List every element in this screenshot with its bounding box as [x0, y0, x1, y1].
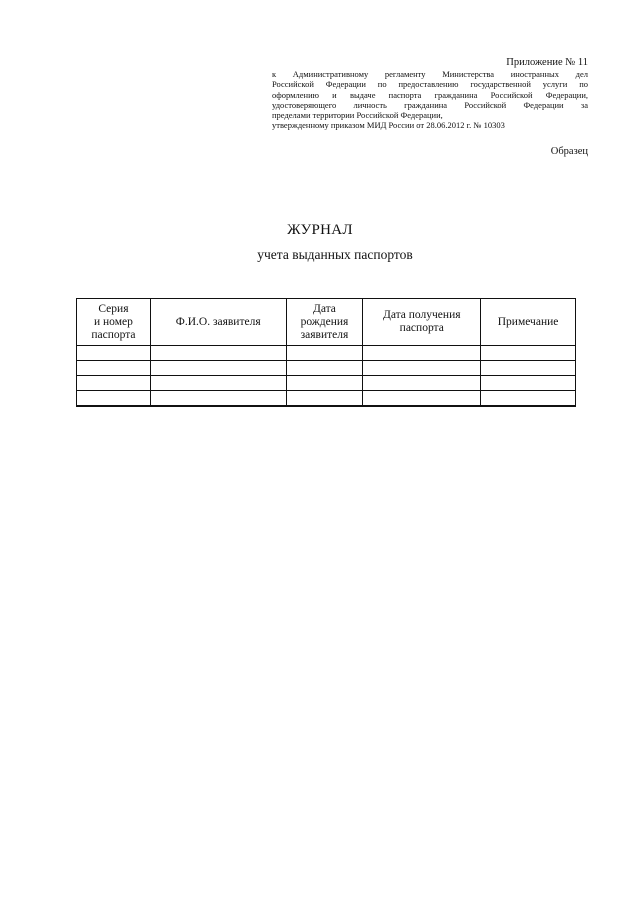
- table-cell: [286, 361, 363, 376]
- header-note: [481, 299, 576, 346]
- document-title: ЖУРНАЛ: [287, 222, 353, 238]
- header-line: Серия: [98, 302, 129, 315]
- header-line: Примечание: [497, 315, 559, 328]
- table-cell: [286, 391, 363, 407]
- header-line: и номер: [94, 315, 133, 328]
- appendix-line: утвержденному приказом МИД России от 28.06.2012 г. № 10303: [272, 120, 505, 131]
- appendix-text: [272, 69, 588, 131]
- table-cell: [481, 376, 576, 391]
- table-cell: [363, 361, 481, 376]
- header-line: Дата получения: [382, 309, 461, 321]
- appendix-line: Российской Федерации по предоставлению государственной услуги по: [272, 79, 588, 90]
- appendix-line: оформлению и выдаче паспорта гражданина Российской Федерации,: [272, 89, 588, 100]
- appendix-title: Приложение № 11: [506, 57, 588, 68]
- table-row: [77, 361, 576, 376]
- header-passport-series: [77, 299, 151, 346]
- appendix-line: к Административному регламенту Министерства иностранных дел: [272, 69, 588, 79]
- table-cell: [286, 376, 363, 391]
- table-cell: [363, 376, 481, 391]
- header-line: Ф.И.О. заявителя: [175, 315, 261, 328]
- journal-table: [76, 298, 576, 407]
- header-line: рождения: [300, 315, 349, 328]
- table-cell: [77, 376, 151, 391]
- table-row: [77, 376, 576, 391]
- header-birth-date: [286, 299, 363, 346]
- appendix-line: удостоверяющего личность гражданина Российской Федерации за: [272, 99, 588, 110]
- table-cell: [77, 346, 151, 361]
- sample-label: Образец: [550, 146, 588, 157]
- table-cell: [150, 361, 286, 376]
- header-line: заявителя: [300, 328, 349, 341]
- table-cell: [363, 391, 481, 407]
- table-cell: [150, 376, 286, 391]
- table-cell: [481, 391, 576, 407]
- table-cell: [481, 346, 576, 361]
- table-cell: [363, 346, 481, 361]
- table-header-row: [77, 299, 576, 346]
- table-cell: [77, 391, 151, 407]
- table-cell: [150, 391, 286, 407]
- header-line: паспорта: [399, 322, 444, 334]
- appendix-line: пределами территории Российской Федерации,: [272, 110, 443, 121]
- document-subtitle: учета выданных паспортов: [257, 247, 413, 262]
- table-cell: [481, 361, 576, 376]
- header-receipt-date: [363, 299, 481, 346]
- table-cell: [286, 346, 363, 361]
- table-row: [77, 346, 576, 361]
- table-row: [77, 391, 576, 407]
- header-line: Дата: [312, 302, 336, 315]
- table-cell: [77, 361, 151, 376]
- header-line: паспорта: [91, 328, 136, 341]
- table-cell: [150, 346, 286, 361]
- header-applicant-name: [150, 299, 286, 346]
